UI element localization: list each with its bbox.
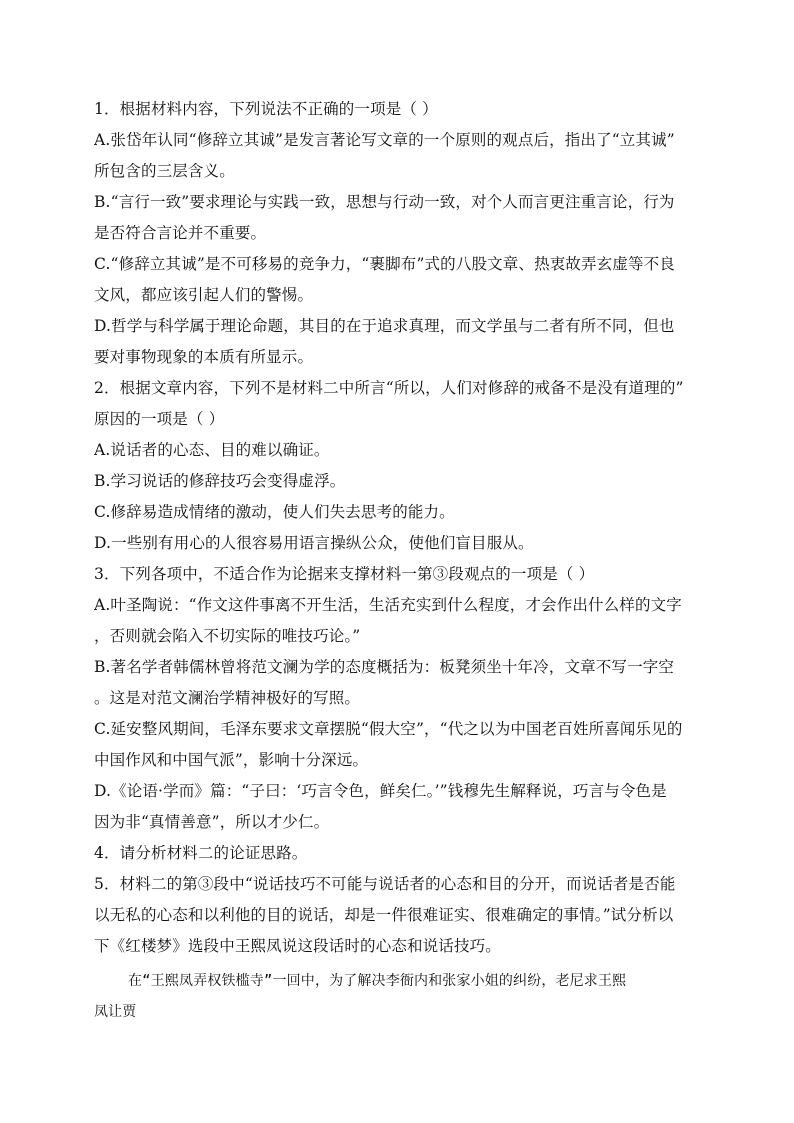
question-3	[94, 559, 706, 838]
option-line: 要对事物现象的本质有所显示。	[94, 348, 314, 366]
option-line: A.说话者的心态、目的难以确证。	[94, 441, 330, 459]
option-line: 因为非“真情善意”，所以才少仁。	[94, 813, 330, 831]
option-line: C.修辞易造成情绪的激动，使人们失去思考的能力。	[94, 503, 455, 521]
question-stem-line: 4．请分析材料二的论证思路。	[94, 844, 308, 862]
option-line: D.《论语·学而》篇：“子曰：‘巧言令色，鲜矣仁。’”钱穆先生解释说，巧言与令色是	[94, 782, 667, 800]
option-line: A.张岱年认同“修辞立其诚”是发言著论写文章的一个原则的观点后，指出了“立其诚”	[94, 131, 675, 149]
question-stem-line: 以无私的心态和以利他的目的说话，却是一件很难证实、很难确定的事情。”试分析以	[94, 906, 674, 924]
option-line: C.延安整风期间，毛泽东要求文章摆脱“假大空”，“代之以为中国老百姓所喜闻乐见的	[94, 720, 683, 738]
option-line: A.叶圣陶说：“作文这件事离不开生活，生活充实到什么程度，才会作出什么样的文字	[94, 596, 682, 614]
option-line: 中国作风和中国气派”，影响十分深远。	[94, 751, 369, 769]
option-line: C.“修辞立其诚”是不可移易的竞争力，“裹脚布”式的八股文章、热衷故弄玄虚等不良	[94, 255, 675, 273]
question-stem-line: 原因的一项是（ ）	[94, 410, 225, 428]
question-stem-line: 2．根据文章内容，下列不是材料二中所言“所以，人们对修辞的戒备不是没有道理的”	[94, 379, 684, 397]
option-line: 是否符合言论并不重要。	[94, 224, 267, 242]
question-2	[94, 373, 706, 559]
question-stem-line: 3．下列各项中，不适合作为论据来支撑材料一第③段观点的一项是（ ）	[94, 565, 595, 583]
option-line: D.一些别有用心的人很容易用语言操纵公众，使他们盲目服从。	[94, 534, 534, 552]
question-stem-line: 下《红楼梦》选段中王熙凤说这段话时的心态和说话技巧。	[94, 937, 501, 955]
option-line: 所包含的三层含义。	[94, 162, 235, 180]
question-1	[94, 94, 706, 373]
question-stem-line: 1．根据材料内容，下列说法不正确的一项是（ ）	[94, 100, 438, 118]
question-list	[94, 94, 706, 962]
question-4	[94, 838, 706, 869]
novel-excerpt	[94, 966, 706, 1028]
excerpt-line: 凤让贾	[94, 1004, 137, 1020]
option-line: B.“言行一致”要求理论与实践一致，思想与行动一致，对个人而言更注重言论，行为	[94, 193, 675, 211]
excerpt-line: 在“王熙凤弄权铁槛寺”一回中，为了解决李衙内和张家小姐的纠纷，老尼求王熙	[128, 973, 627, 989]
question-stem-line: 5．材料二的第③段中“说话技巧不可能与说话者的心态和目的分开，而说话者是否能	[94, 875, 676, 893]
option-line: B.学习说话的修辞技巧会变得虚浮。	[94, 472, 346, 490]
option-line: ，否则就会陷入不切实际的唯技巧论。”	[94, 627, 361, 645]
option-line: 。这是对范文澜治学精神极好的写照。	[94, 689, 361, 707]
question-5	[94, 869, 706, 962]
option-line: 文风，都应该引起人们的警惕。	[94, 286, 314, 304]
option-line: D.哲学与科学属于理论命题，其目的在于追求真理，而文学虽与二者有所不同，但也	[94, 317, 675, 335]
option-line: B.著名学者韩儒林曾将范文澜为学的态度概括为：板凳须坐十年冷，文章不写一字空	[94, 658, 675, 676]
